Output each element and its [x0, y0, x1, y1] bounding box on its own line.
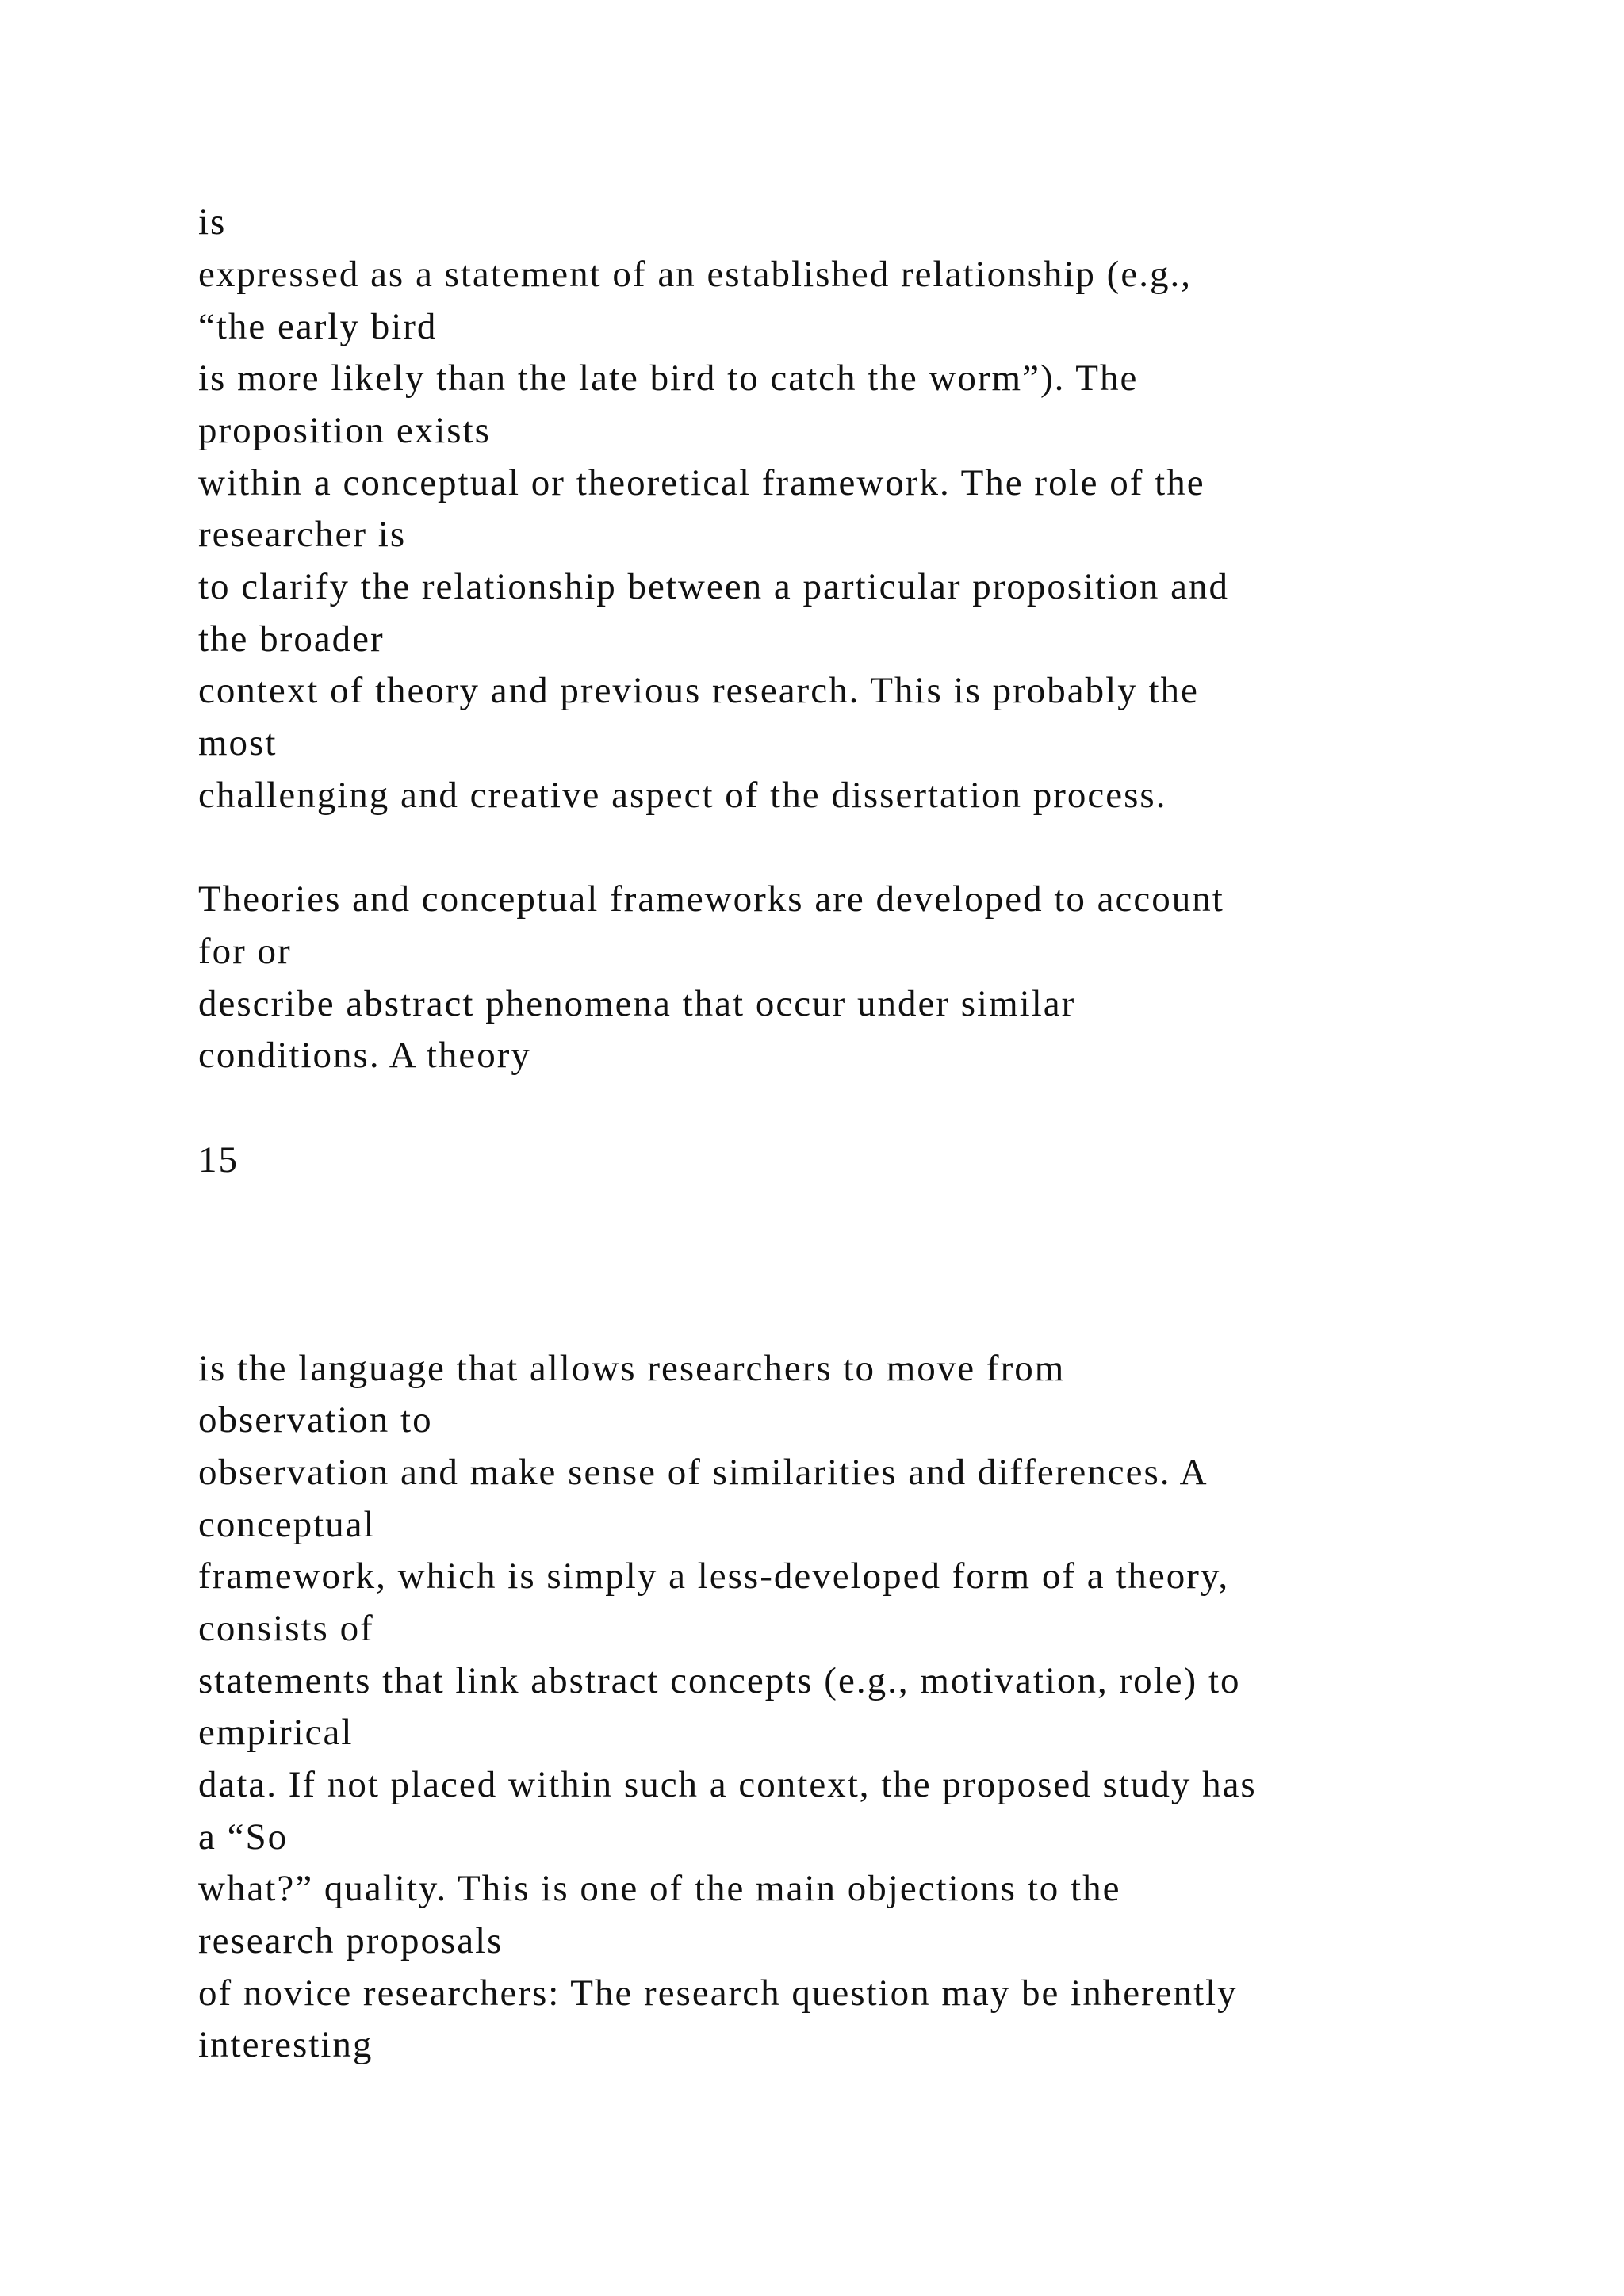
text-line: researcher is	[198, 514, 407, 555]
text-line: is the language that allows researchers to move from	[198, 1348, 1066, 1389]
text-line: for or	[198, 931, 292, 972]
text-line: to clarify the relationship between a particular proposition and	[198, 566, 1229, 607]
text-line: the broader	[198, 618, 385, 660]
text-line: describe abstract phenomena that occur under similar	[198, 983, 1076, 1024]
text-line: a “So	[198, 1816, 289, 1858]
text-line: context of theory and previous research. This is probably the	[198, 670, 1199, 711]
text-line: is	[198, 201, 227, 243]
text-line: “the early bird	[198, 306, 438, 347]
text-line: proposition exists	[198, 410, 491, 451]
text-line: consists of	[198, 1608, 374, 1649]
text-line: conceptual	[198, 1504, 376, 1545]
text-line: is more likely than the late bird to catch the worm”). The	[198, 358, 1139, 399]
text-line: conditions. A theory	[198, 1035, 531, 1076]
text-line: within a conceptual or theoretical framework. The role of the	[198, 462, 1205, 503]
text-line: expressed as a statement of an established relationship (e.g.,	[198, 254, 1192, 295]
text-line: most	[198, 722, 278, 763]
text-line: observation to	[198, 1399, 433, 1441]
text-line: statements that link abstract concepts (e.g., motivation, role) to	[198, 1660, 1241, 1701]
page-number: 15	[198, 1139, 239, 1181]
text-line: research proposals	[198, 1920, 504, 1961]
text-line: interesting	[198, 2024, 373, 2065]
text-line: framework, which is simply a less-developed form of a theory,	[198, 1556, 1230, 1597]
text-line: data. If not placed within such a context, the proposed study has	[198, 1764, 1257, 1805]
text-line: challenging and creative aspect of the dissertation process.	[198, 775, 1167, 816]
text-line: of novice researchers: The research question may be inherently	[198, 1973, 1238, 2014]
text-line: Theories and conceptual frameworks are developed to account	[198, 878, 1224, 920]
text-line: empirical	[198, 1712, 354, 1753]
text-line: what?” quality. This is one of the main objections to the	[198, 1868, 1121, 1909]
text-line: observation and make sense of similarities and differences. A	[198, 1452, 1208, 1493]
